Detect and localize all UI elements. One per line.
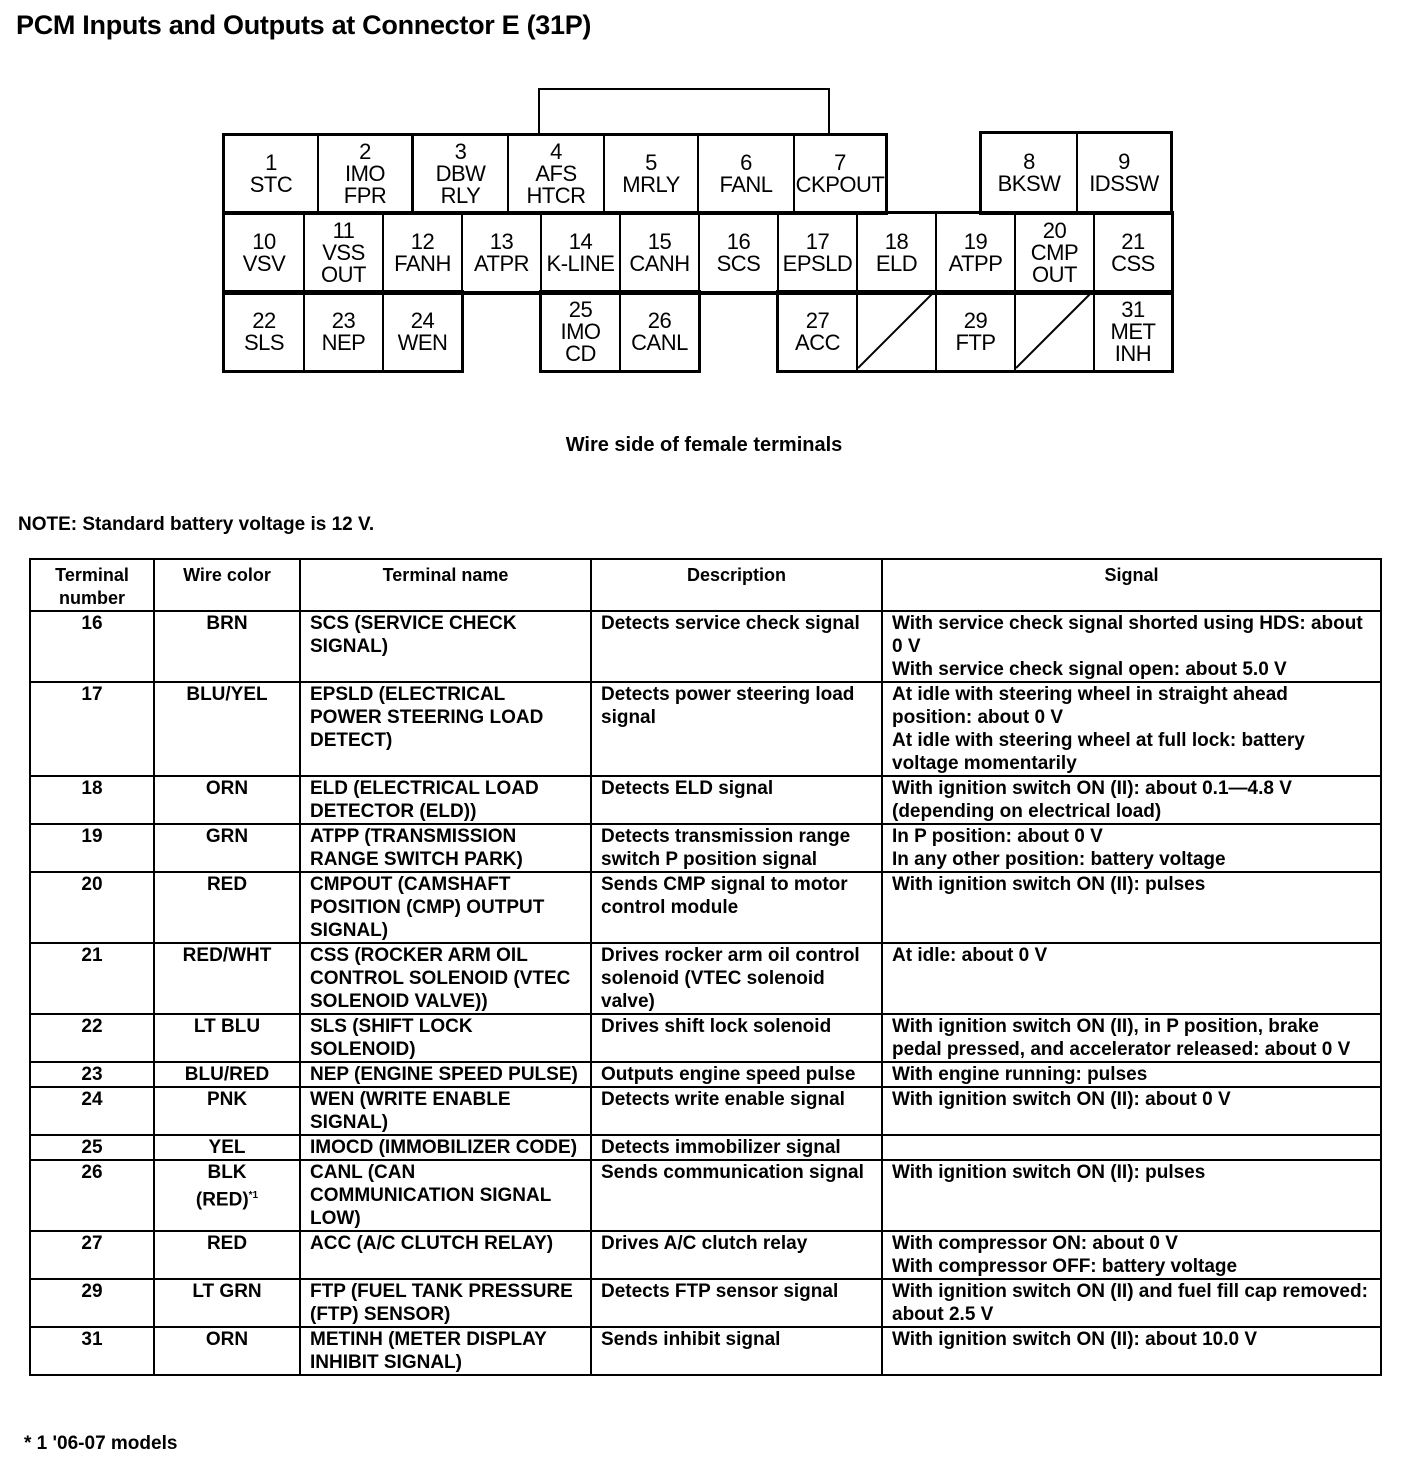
pin-number: 13: [489, 228, 514, 254]
signal: With service check signal shorted using HDS: about 0 V With service check signal open: about 5.0 V: [882, 611, 1381, 682]
connector-diagram: [0, 0, 1408, 400]
wire-color: BLU/YEL: [154, 682, 300, 776]
empty-cavity-1: [856, 291, 937, 372]
terminal-number: 26: [30, 1160, 154, 1231]
terminal-number: 31: [30, 1327, 154, 1375]
pin-label: FANH: [394, 250, 451, 276]
wire-color: ORN: [154, 1327, 300, 1375]
connector-pin-25: [540, 291, 621, 372]
connector-pin-22: [223, 291, 305, 372]
wire-color: RED/WHT: [154, 943, 300, 1014]
connector-pin-19: [935, 212, 1016, 293]
header-description: Description: [591, 559, 882, 611]
pin-label: MET INH: [1110, 318, 1156, 366]
table-row: [30, 611, 1381, 682]
table-header-row: [30, 559, 1381, 611]
pin-label: SCS: [716, 250, 761, 276]
pin-number: 9: [1118, 149, 1130, 174]
terminal-name: EPSLD (ELECTRICAL POWER STEERING LOAD DETECT): [300, 682, 591, 776]
signal: With ignition switch ON (II): about 0 V: [882, 1087, 1381, 1135]
terminal-number: 22: [30, 1014, 154, 1062]
pin-number: 21: [1121, 228, 1145, 254]
wire-color: LT BLU: [154, 1014, 300, 1062]
pin-label: BKSW: [997, 171, 1061, 196]
signal: At idle with steering wheel in straight ahead position: about 0 V At idle with steering wheel at full lock: battery voltage momentarily: [882, 682, 1381, 776]
description: Detects immobilizer signal: [591, 1135, 882, 1160]
table-row: [30, 1014, 1381, 1062]
wire-color: PNK: [154, 1087, 300, 1135]
pin-number: 29: [963, 307, 988, 333]
pin-number: 2: [359, 139, 371, 164]
connector-pin-13: [461, 212, 542, 293]
table-row: [30, 943, 1381, 1014]
pin-number: 18: [884, 228, 909, 254]
signal: With ignition switch ON (II), in P position, brake pedal pressed, and accelerator released: about 0 V: [882, 1014, 1381, 1062]
pin-label: DBW RLY: [435, 161, 486, 208]
pin-label: FANL: [719, 172, 773, 197]
pin-number: 4: [550, 139, 562, 164]
pin-label: VSS OUT: [321, 239, 366, 287]
pin-number: 6: [740, 150, 752, 175]
pin-number: 14: [568, 228, 593, 254]
description: Drives A/C clutch relay: [591, 1231, 882, 1279]
signal: With ignition switch ON (II): pulses: [882, 1160, 1381, 1231]
pin-number: 23: [331, 307, 356, 333]
connector-pin-5: [603, 134, 699, 214]
connector-pin-31: [1093, 291, 1173, 372]
connector-pin-10: [223, 212, 305, 293]
terminal-number: 19: [30, 824, 154, 872]
table-row: [30, 1160, 1381, 1231]
connector-pin-18: [856, 212, 937, 293]
pin-label: CSS: [1111, 250, 1155, 276]
table-row: [30, 1062, 1381, 1087]
pin-label: NEP: [321, 329, 366, 355]
connector-pin-23: [303, 291, 384, 372]
pin-label: CKPOUT: [795, 172, 885, 197]
wire-color: GRN: [154, 824, 300, 872]
table-row: [30, 1231, 1381, 1279]
connector-pin-2: [317, 134, 413, 214]
description: Detects transmission range switch P position signal: [591, 824, 882, 872]
empty-cavity-2: [1014, 291, 1095, 372]
pin-label: CANH: [629, 250, 690, 276]
pin-number: 26: [647, 307, 672, 333]
pin-label: MRLY: [622, 172, 680, 197]
description: Detects power steering load signal: [591, 682, 882, 776]
description: Outputs engine speed pulse: [591, 1062, 882, 1087]
table-row: [30, 824, 1381, 872]
table-row: [30, 1279, 1381, 1327]
description: Detects ELD signal: [591, 776, 882, 824]
signal: With ignition switch ON (II) and fuel fill cap removed: about 2.5 V: [882, 1279, 1381, 1327]
terminal-number: 27: [30, 1231, 154, 1279]
pin-label: FTP: [955, 329, 996, 355]
signal: [882, 1135, 1381, 1160]
battery-voltage-note: NOTE: Standard battery voltage is 12 V.: [18, 514, 375, 535]
connector-pin-27: [777, 291, 858, 372]
pin-label: CANL: [631, 329, 688, 355]
connector-pin-4: [507, 134, 605, 214]
table-row: [30, 682, 1381, 776]
pin-label: ELD: [875, 250, 918, 276]
terminal-table: [29, 558, 1382, 1376]
table-row: [30, 1135, 1381, 1160]
pin-number: 3: [454, 139, 467, 164]
connector-pin-1: [223, 134, 319, 214]
connector-pin-24: [382, 291, 463, 372]
terminal-number: 24: [30, 1087, 154, 1135]
table-row: [30, 776, 1381, 824]
connector-pin-9: [1076, 132, 1172, 214]
terminal-name: IMOCD (IMMOBILIZER CODE): [300, 1135, 591, 1160]
pin-label: AFS HTCR: [526, 161, 586, 208]
connector-pin-16: [698, 212, 779, 293]
pin-number: 7: [834, 150, 846, 175]
footnote: * 1 '06-07 models: [24, 1433, 178, 1454]
pin-label: SLS: [243, 329, 285, 355]
header-terminal-name: Terminal name: [300, 559, 591, 611]
terminal-name: NEP (ENGINE SPEED PULSE): [300, 1062, 591, 1087]
pin-number: 15: [647, 228, 672, 254]
description: Drives shift lock solenoid: [591, 1014, 882, 1062]
description: Sends CMP signal to motor control module: [591, 872, 882, 943]
pin-number: 12: [410, 228, 435, 254]
connector-pin-11: [303, 212, 384, 293]
pin-number: 10: [252, 228, 276, 254]
pin-label: IMO FPR: [343, 161, 387, 208]
wire-color: RED: [154, 1231, 300, 1279]
header-signal: Signal: [882, 559, 1381, 611]
pin-label: CMP OUT: [1030, 239, 1079, 287]
wire-color: YEL: [154, 1135, 300, 1160]
description: Drives rocker arm oil control solenoid (VTEC solenoid valve): [591, 943, 882, 1014]
pin-number: 5: [645, 150, 657, 175]
connector-pin-8: [980, 132, 1078, 214]
connector-pin-7: [793, 134, 887, 214]
connector-pin-3: [412, 134, 509, 214]
wire-color: BLU/RED: [154, 1062, 300, 1087]
connector-pin-21: [1093, 212, 1173, 293]
pin-number: 19: [963, 228, 988, 254]
description: Sends inhibit signal: [591, 1327, 882, 1375]
wire-color: ORN: [154, 776, 300, 824]
connector-pin-6: [697, 134, 795, 214]
table-row: [30, 872, 1381, 943]
terminal-name: ATPP (TRANSMISSION RANGE SWITCH PARK): [300, 824, 591, 872]
pin-number: 27: [805, 307, 830, 333]
terminal-name: CANL (CAN COMMUNICATION SIGNAL LOW): [300, 1160, 591, 1231]
pin-label: WEN: [397, 329, 448, 355]
terminal-name: ELD (ELECTRICAL LOAD DETECTOR (ELD)): [300, 776, 591, 824]
description: Detects FTP sensor signal: [591, 1279, 882, 1327]
connector-pin-15: [619, 212, 700, 293]
wire-color: BRN: [154, 611, 300, 682]
description: Sends communication signal: [591, 1160, 882, 1231]
terminal-number: 18: [30, 776, 154, 824]
connector-pin-17: [777, 212, 858, 293]
pin-label: IMO CD: [560, 318, 601, 366]
connector-caption: Wire side of female terminals: [565, 434, 843, 456]
connector-pin-20: [1014, 212, 1095, 293]
pin-number: 22: [252, 307, 276, 333]
pin-label: ATPP: [948, 250, 1003, 276]
connector-latch-tab: [538, 88, 830, 134]
pin-label: EPSLD: [782, 250, 853, 276]
pin-number: 31: [1121, 296, 1145, 322]
wire-color-text: BLK (RED): [195, 1162, 249, 1211]
terminal-name: FTP (FUEL TANK PRESSURE (FTP) SENSOR): [300, 1279, 591, 1327]
connector-pin-14: [540, 212, 621, 293]
signal: With engine running: pulses: [882, 1062, 1381, 1087]
wire-color: RED: [154, 872, 300, 943]
unused-slash-icon: [1016, 293, 1093, 370]
signal: With ignition switch ON (II): about 10.0 V: [882, 1327, 1381, 1375]
header-terminal-number: Terminal number: [30, 559, 154, 611]
terminal-name: ACC (A/C CLUTCH RELAY): [300, 1231, 591, 1279]
pin-label: VSV: [242, 250, 286, 276]
pin-label: K-LINE: [546, 250, 615, 276]
terminal-number: 16: [30, 611, 154, 682]
terminal-name: WEN (WRITE ENABLE SIGNAL): [300, 1087, 591, 1135]
wire-color: [154, 1160, 300, 1231]
pin-label: IDSSW: [1089, 171, 1159, 196]
pin-label: ATPR: [473, 250, 530, 276]
pin-number: 25: [568, 296, 593, 322]
description: Detects service check signal: [591, 611, 882, 682]
pin-number: 11: [332, 217, 355, 243]
table-row: [30, 1087, 1381, 1135]
footnote-marker: *1: [248, 1190, 259, 1201]
signal: With ignition switch ON (II): about 0.1—4.8 V (depending on electrical load): [882, 776, 1381, 824]
terminal-name: SCS (SERVICE CHECK SIGNAL): [300, 611, 591, 682]
connector-pin-29: [935, 291, 1016, 372]
pin-number: 24: [410, 307, 435, 333]
pin-number: 17: [805, 228, 830, 254]
signal: With ignition switch ON (II): pulses: [882, 872, 1381, 943]
signal: At idle: about 0 V: [882, 943, 1381, 1014]
table-row: [30, 1327, 1381, 1375]
terminal-number: 25: [30, 1135, 154, 1160]
terminal-name: CSS (ROCKER ARM OIL CONTROL SOLENOID (VTEC SOLENOID VALVE)): [300, 943, 591, 1014]
pin-number: 16: [726, 228, 751, 254]
pin-label: ACC: [795, 329, 840, 355]
terminal-number: 17: [30, 682, 154, 776]
unused-slash-icon: [858, 293, 935, 370]
pin-number: 8: [1023, 149, 1035, 174]
terminal-name: CMPOUT (CAMSHAFT POSITION (CMP) OUTPUT SIGNAL): [300, 872, 591, 943]
terminal-number: 20: [30, 872, 154, 943]
wire-color: LT GRN: [154, 1279, 300, 1327]
page-title: PCM Inputs and Outputs at Connector E (31P): [16, 10, 592, 40]
terminal-number: 23: [30, 1062, 154, 1087]
pin-label: STC: [249, 172, 293, 197]
header-wire-color: Wire color: [154, 559, 300, 611]
signal: With compressor ON: about 0 V With compressor OFF: battery voltage: [882, 1231, 1381, 1279]
terminal-name: METINH (METER DISPLAY INHIBIT SIGNAL): [300, 1327, 591, 1375]
terminal-number: 29: [30, 1279, 154, 1327]
terminal-name: SLS (SHIFT LOCK SOLENOID): [300, 1014, 591, 1062]
connector-pin-26: [619, 291, 700, 372]
pin-number: 20: [1042, 217, 1067, 243]
connector-pin-12: [382, 212, 463, 293]
description: Detects write enable signal: [591, 1087, 882, 1135]
pin-number: 1: [265, 150, 277, 175]
signal: In P position: about 0 V In any other position: battery voltage: [882, 824, 1381, 872]
terminal-number: 21: [30, 943, 154, 1014]
